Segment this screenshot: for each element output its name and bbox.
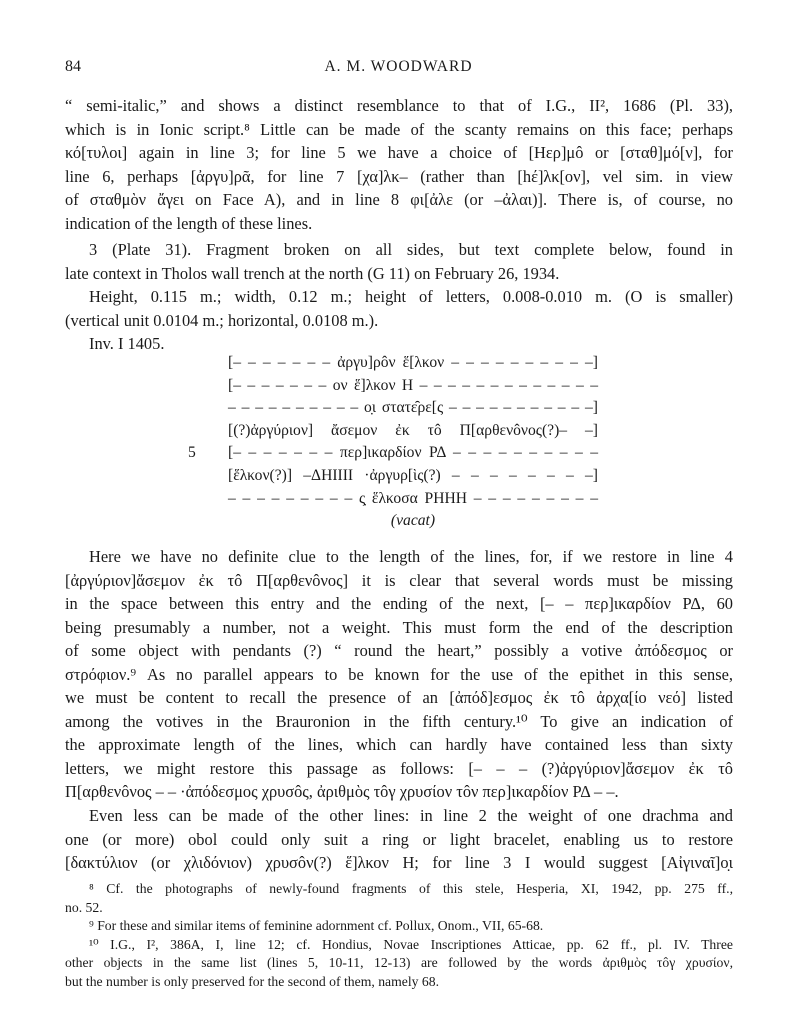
text-line: letters, we might restore this passage as follows: [– – – (?)ἀργύριον]ἄσεμον ἐκ τô xyxy=(65,758,733,778)
text-line: in the space between this entry and the ending of the next, [– – περ]ικαρδίον ΡΔ, 60 xyxy=(65,594,733,613)
paragraph-fragment-3 xyxy=(65,238,733,356)
inscription-line xyxy=(190,465,610,488)
vacat-row xyxy=(190,510,610,533)
text-line: late context in Tholos wall trench at the north (G 11) on February 26, 1934. xyxy=(65,263,560,283)
paragraph-other-lines xyxy=(65,804,733,875)
text-line: (vertical unit 0.0104 m.; horizontal, 0.0108 m.). xyxy=(65,310,379,330)
text-line: 3 (Plate 31). Fragment broken on all sides, but text complete below, found in xyxy=(89,240,733,259)
inscription-line-text: [– – – – – – – ον ἕ]λκον Η – – – – – – – – – – – – – xyxy=(228,376,598,394)
text-line: Π[αρθενôνος – – ·ἀπόδεσμος χρυσôς, ἀριθμὸς τôγ χρυσίον τôν περ]ικαρδίον ΡΔ – –. xyxy=(65,782,619,801)
vacat-label: (vacat) xyxy=(390,512,436,530)
footnote-10-end: but the number is only preserved for the second of them, namely 68. xyxy=(65,973,440,989)
text-line: Height, 0.115 m.; width, 0.12 m.; height of letters, 0.008-0.010 m. (O is smaller) xyxy=(89,287,733,306)
inscription-line-text: – – – – – – – – – – ο̣ι στατε̑ρε[ς – – – – – – – – – – –] xyxy=(228,399,598,417)
inscription-line-text: [– – – – – – – ἀργυ]ρôν ἕ[λκον – – – – – – – – – –] xyxy=(228,354,598,371)
inscription-text xyxy=(190,352,610,533)
paragraph-line-length xyxy=(65,545,733,804)
text-line: being presumably a number, not a weight. This must form the end of the description xyxy=(65,617,733,637)
inscription-line xyxy=(190,488,610,511)
inscription-line xyxy=(190,442,610,465)
footnotes xyxy=(65,880,733,991)
page-number: 84 xyxy=(65,58,81,75)
text-line: we must be content to recall the presence of an [ἀπόδ]εσμος ἐκ τô ἀρχα[ίο νεό] listed xyxy=(65,688,733,707)
paragraph-face-remains xyxy=(65,94,733,235)
text-line: the approximate length of the lines, which can hardly have contained less than sixty xyxy=(65,735,733,754)
footnote-8-cont: no. 52. xyxy=(65,899,103,915)
text-line: one (or more) obol could only suit a ring or light bracelet, enabling us to restore xyxy=(65,829,733,849)
footnote-10-cont: other objects in the same list (lines 5, 10-11, 12-13) are followed by the words ἀριθμὸς τôγ χρυσίον, xyxy=(65,955,733,970)
text-line: line 6, perhaps [ἀργυ]ρᾶ, for line 7 [χα]λκ– (rather than [hέ]λκ[ον], vel sim. in view xyxy=(65,166,733,186)
text-line: Even less can be made of the other lines: in line 2 the weight of one drachma and xyxy=(89,806,733,825)
text-line: among the votives in the Brauronion in the fifth century.¹⁰ To give an indication of xyxy=(65,711,733,731)
footnote-10: ¹⁰ I.G., I², 386A, I, line 12; cf. Hondius, Novae Inscriptiones Atticae, pp. 62 ff., pl. IV. Three xyxy=(89,936,733,952)
text-line: [δακτύλιον (or χλιδόνιον) χρυσôν(?) ἕ]λκον Η; for line 3 I would suggest [Αἰγιναῖ]ο̣ι xyxy=(65,853,733,872)
text-line: Here we have no definite clue to the length of the lines, for, if we restore in line 4 xyxy=(89,547,733,566)
inscription-line-text: [ἕλκον(?)] –ΔΗΙΙΙΙ ·ἀργυρ[ὶς(?) – – – – – – – –] xyxy=(228,466,598,484)
inscription-line xyxy=(190,375,610,398)
text-line: κό[τυλοι] again in line 3; for line 5 we have a choice of [Ηερ]μô or [σταθ]μό[ν], for xyxy=(65,143,733,162)
text-line: which is in Ionic script.⁸ Little can be made of the scanty remains on this face; perhaps xyxy=(65,119,733,139)
text-line: Inv. I 1405. xyxy=(89,334,165,353)
line-number: 5 xyxy=(188,444,196,462)
text-line: of σταθμὸν ἄγει on Face A), and in line 8 φι[ἀλε (or –ἀλαι)]. There is, of course, no xyxy=(65,190,733,209)
text-line: “ semi-italic,” and shows a distinct resemblance to that of I.G., II², 1686 (Pl. 33), xyxy=(65,96,733,115)
inscription-line xyxy=(190,420,610,443)
text-line: [ἀργύριον]ἄσεμον ἐκ τô Π[αρθενôνος] it is clear that several words must be missing xyxy=(65,570,733,590)
text-line: indication of the length of these lines. xyxy=(65,213,313,233)
inscription-line xyxy=(190,352,610,375)
running-title: A. M. WOODWARD xyxy=(324,58,473,75)
inscription-line-text: [(?)ἀργύριον] ἄσεμον ἐκ τô Π[αρθενôνος(?)– –] xyxy=(228,421,598,439)
text-line: of some object with pendants (?) “ round the heart,” possibly a votive ἀπόδεσμος or xyxy=(65,641,733,660)
inscription-line-text: [– – – – – – – περ]ικαρδίον ΡΔ – – – – – – – – – – xyxy=(228,444,598,462)
text-line: στρόφιον.⁹ As no parallel appears to be known for the use of the epithet in this sense, xyxy=(65,664,733,684)
inscription-line-text: – – – – – – – – – ς̣ ἕλκοσα ΡΗΗΗ – – – – – – – – – xyxy=(228,489,598,507)
inscription-line xyxy=(190,397,610,420)
footnote-8: ⁸ Cf. the photographs of newly-found fragments of this stele, Hesperia, XI, 1942, pp. 275 ff., xyxy=(89,881,733,896)
footnote-9: ⁹ For these and similar items of feminine adornment cf. Pollux, Onom., VII, 65-68. xyxy=(89,918,544,933)
